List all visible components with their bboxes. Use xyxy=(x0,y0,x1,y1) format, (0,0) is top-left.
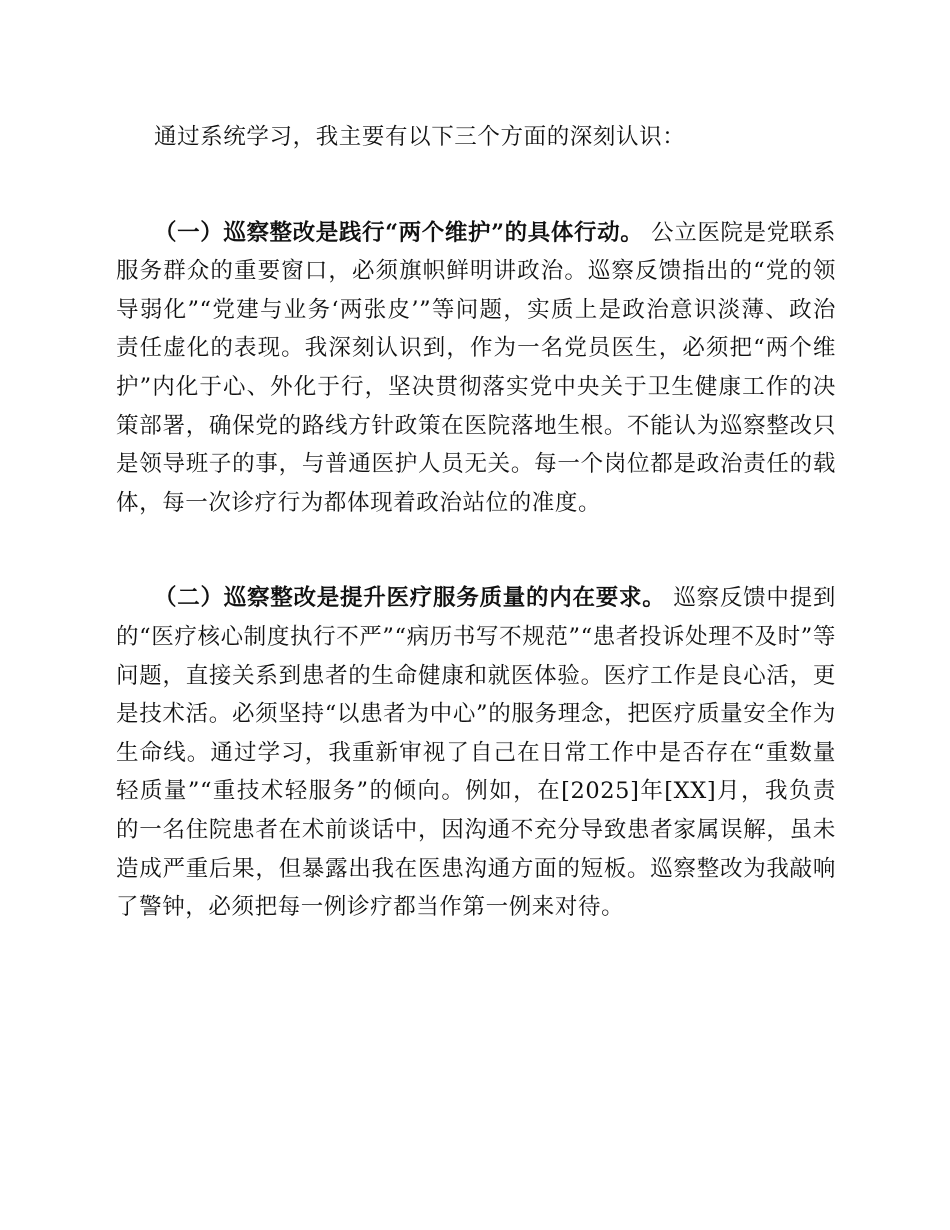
section-2-body: 巡察反馈中提到的“医疗核心制度执行不严”“病历书写不规范”“患者投诉处理不及时”等问题，直接关系到患者的生命健康和就医体验。医疗工作是良心活，更是技术活。必须坚持“以患者为中心”的服务理念，把医疗质量安全作为生命线。通过学习，我重新审视了自己在日常工作中是否存在“重数量轻质量”“重技术轻服务”的倾向。例如，在[2025]年[XX]月，我负责的一名住院患者在术前谈话中，因沟通不充分导致患者家属误解，虽未造成严重后果，但暴露出我在医患沟通方面的短板。巡察整改为我敲响了警钟，必须把每一例诊疗都当作第一例来对待。 xyxy=(116,585,836,921)
section-2-paragraph xyxy=(116,579,836,926)
section-1-heading: （一）巡察整改是践行“两个维护”的具体行动。 xyxy=(154,219,644,246)
paragraph-gap xyxy=(116,157,836,214)
section-2-heading: （二）巡察整改是提升医疗服务质量的内在要求。 xyxy=(154,585,666,612)
section-1-body: 公立医院是党联系服务群众的重要窗口，必须旗帜鲜明讲政治。巡察反馈指出的“党的领导弱化”“党建与业务‘两张皮’”等问题，实质上是政治意识淡薄、政治责任虚化的表现。我深刻认识到，作为一名党员医生，必须把“两个维护”内化于心、外化于行，坚决贯彻落实党中央关于卫生健康工作的决策部署，确保党的路线方针政策在医院落地生根。不能认为巡察整改只是领导班子的事，与普通医护人员无关。每一个岗位都是政治责任的载体，每一次诊疗行为都体现着政治站位的准度。 xyxy=(116,219,836,516)
intro-paragraph: 通过系统学习，我主要有以下三个方面的深刻认识： xyxy=(154,124,686,150)
paragraph-gap xyxy=(116,522,836,579)
section-1-paragraph xyxy=(116,214,836,523)
document-page xyxy=(116,118,836,927)
